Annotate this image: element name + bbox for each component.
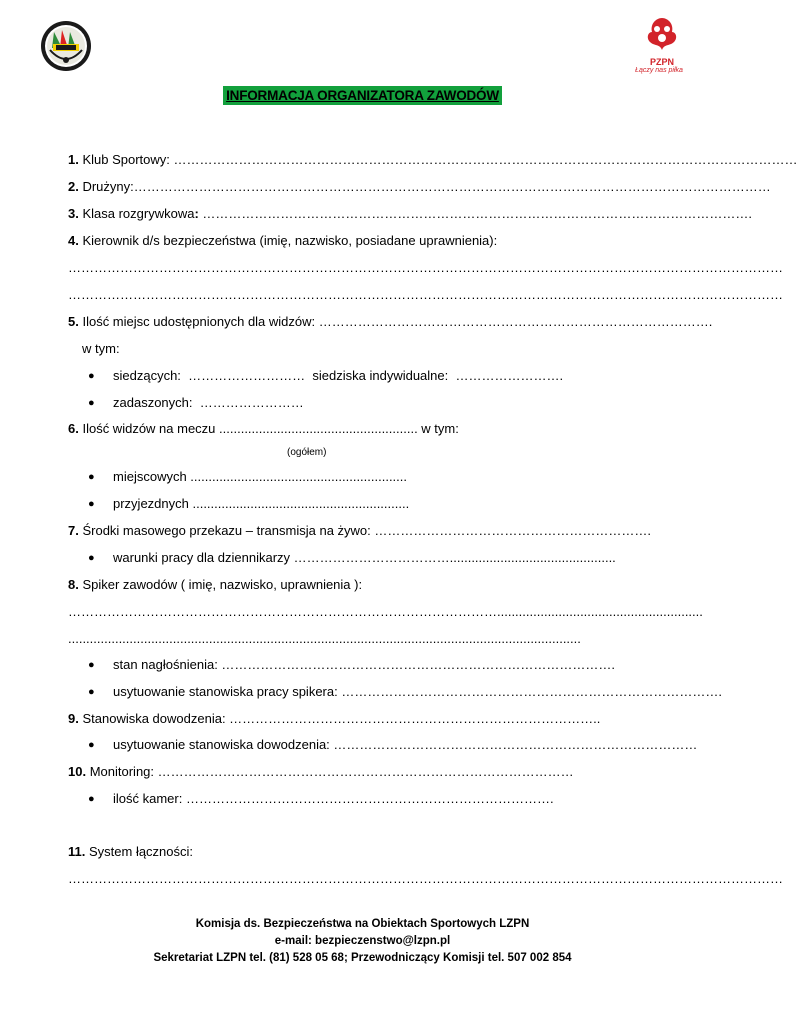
lzpn-logo <box>40 20 92 72</box>
item-label: Klasa rozgrywkowa <box>82 206 195 221</box>
fill-line: ………………………………………………………………………………………………………………………………… <box>133 179 771 194</box>
bullet-label: zadaszonych: <box>113 395 193 410</box>
item-6-bullet-1 <box>113 469 433 485</box>
item-6 <box>68 421 498 437</box>
item-5 <box>68 314 713 330</box>
bullet-label: siedziska indywidualne: <box>312 368 449 383</box>
fill-line: …………………………………………………………………………. <box>182 791 554 806</box>
colon: : <box>194 206 199 221</box>
pzpn-slogan: Łączy nas piłka <box>635 67 683 74</box>
item-number: 2. <box>68 179 79 194</box>
footer-committee: Komisja ds. Bezpieczeństwa na Obiektach Sportowych LZPN <box>195 918 530 930</box>
bullet-icon: ● <box>88 370 95 382</box>
bullet-icon: ● <box>88 793 95 805</box>
item-number: 11. <box>68 844 86 859</box>
item-9-bullet-1 <box>113 737 698 753</box>
item-number: 8. <box>68 577 79 592</box>
item-number: 1. <box>68 152 79 167</box>
item-number: 4. <box>68 233 79 248</box>
fill-line: …………………… <box>199 395 304 410</box>
item-label: Klub Sportowy: <box>82 152 174 167</box>
item-number: 5. <box>68 314 79 329</box>
bullet-icon: ● <box>88 471 95 483</box>
fill-line: ………………………………………………………………………………………………………………. <box>198 206 753 221</box>
bullet-label: warunki pracy dla dziennikarzy <box>113 550 291 565</box>
bullet-label: ilość kamer: <box>113 791 183 806</box>
item-label: Spiker zawodów ( imię, nazwisko, uprawnienia ): <box>82 577 363 592</box>
fill-line: ………………………………………………………………………………………………………………………………………………… <box>68 871 783 886</box>
bullet-icon: ● <box>88 498 95 510</box>
item-label: Stanowiska dowodzenia: <box>82 711 230 726</box>
item-5-bullet-2 <box>113 395 413 411</box>
w-tym-label: w tym: <box>421 421 459 436</box>
fill-line: ............................................................ <box>186 469 408 484</box>
pzpn-logo <box>634 14 690 84</box>
fill-line: ............................................................ <box>188 496 410 511</box>
bullet-icon: ● <box>88 686 95 698</box>
item-label: Drużyny: <box>82 179 134 194</box>
item-11 <box>68 844 658 860</box>
bullet-icon: ● <box>88 659 95 671</box>
item-10 <box>68 764 574 780</box>
bullet-label: stan nagłośnienia: <box>113 657 218 672</box>
fill-line: .............................................................................................................................................. <box>68 631 581 646</box>
fill-line: ……………………………….............................................. <box>290 550 616 565</box>
item-6-bullet-2 <box>113 496 433 512</box>
document-title: INFORMACJA ORGANIZATORA ZAWODÓW <box>223 86 502 105</box>
bullet-label: usytuowanie stanowiska pracy spikera: <box>113 684 338 699</box>
item-8-bullet-2 <box>113 684 722 700</box>
item-7 <box>68 523 651 539</box>
item-label: Ilość widzów na meczu <box>82 421 220 436</box>
item-number: 10. <box>68 764 87 779</box>
fill-line: ………………………………………………………………………………………......................................................... <box>68 604 703 619</box>
fill-line: ………………………………………………………………………………………………………………………………………………… <box>68 260 783 275</box>
fill-line: ………………………………………………………………………………………………………………………………………………… <box>68 287 783 302</box>
item-label: Kierownik d/s bezpieczeństwa (imię, nazwisko, posiadane uprawnienia): <box>82 233 498 248</box>
footer <box>0 916 725 967</box>
fill-line: …………………………………………………………………………………… <box>154 764 574 779</box>
fill-line: ………………………………………………………. <box>370 523 651 538</box>
fill-line: ……………………………………………………………………………. <box>337 684 722 699</box>
fill-line: ……………………… <box>188 368 306 383</box>
item-7-bullet-1 <box>113 550 616 566</box>
w-tym-label: w tym: <box>82 341 120 356</box>
fill-line: ……………………. <box>455 368 564 383</box>
fill-line: ………………………………………………………………………………. <box>318 314 713 329</box>
fill-line: ....................................................... <box>219 421 422 436</box>
item-4 <box>68 233 658 249</box>
item-label: Środki masowego przekazu – transmisja na żywo: <box>82 523 371 538</box>
bullet-icon: ● <box>88 397 95 409</box>
bullet-label: siedzących: <box>113 368 181 383</box>
bullet-label: usytuowanie stanowiska dowodzenia: <box>113 737 330 752</box>
footer-phones: Sekretariat LZPN tel. (81) 528 05 68; Przewodniczący Komisji tel. 507 002 854 <box>153 952 572 964</box>
item-10-bullet-1 <box>113 791 554 807</box>
item-number: 6. <box>68 421 79 436</box>
bullet-icon: ● <box>88 739 95 751</box>
ogolem-note: (ogółem) <box>287 447 327 458</box>
bullet-label: przyjezdnych <box>113 496 189 511</box>
pzpn-logo-text: PZPN <box>649 57 674 67</box>
item-8 <box>68 577 658 593</box>
bullet-label: miejscowych <box>113 469 187 484</box>
item-number: 3. <box>68 206 79 221</box>
item-8-bullet-1 <box>113 657 616 673</box>
item-label: Ilość miejsc udostępnionych dla widzów: <box>82 314 319 329</box>
item-number: 7. <box>68 523 79 538</box>
fill-line: ………………………………………………………………………………. <box>217 657 616 672</box>
item-2 <box>68 179 771 195</box>
fill-line: ……………………………………………………………………………………………………………………………… <box>173 152 798 167</box>
fill-line: ………………………………………………………………………… <box>329 737 698 752</box>
footer-email: e-mail: bezpieczenstwo@lzpn.pl <box>274 935 451 947</box>
item-number: 9. <box>68 711 79 726</box>
item-9 <box>68 711 601 727</box>
item-label: System łączności: <box>88 844 194 859</box>
item-5-bullet-1 <box>113 368 564 384</box>
pzpn-eagle-icon <box>642 14 682 54</box>
item-label: Monitoring: <box>89 764 155 779</box>
fill-line: ………………………………………………………………………….. <box>229 711 601 726</box>
item-3 <box>68 206 753 222</box>
bullet-icon: ● <box>88 552 95 564</box>
item-1 <box>68 152 798 168</box>
